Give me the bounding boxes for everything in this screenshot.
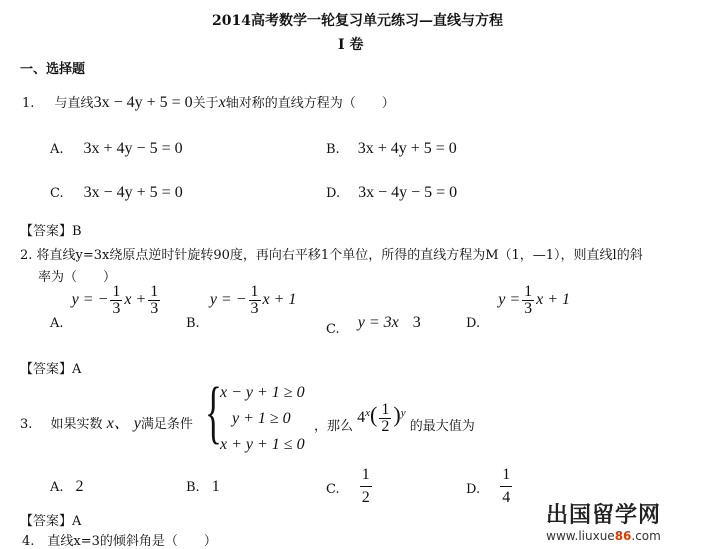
q3-condition-2: y + 1 ≥ 0: [232, 410, 291, 427]
q1-pre: 与直线: [54, 96, 94, 111]
option-label: A.: [50, 142, 64, 157]
q2-answer: 【答案】A: [20, 362, 82, 377]
volume-label: I 卷: [338, 37, 364, 53]
q3-exp2: y: [400, 406, 406, 419]
q3-then: ，那么: [314, 419, 354, 435]
site-watermark: [540, 496, 667, 545]
q3-stem: [20, 410, 193, 433]
option-label: D.: [466, 482, 481, 497]
q3-ask: 的最大值为: [409, 419, 475, 435]
frac-den: 3: [524, 300, 533, 317]
frac-den: 2: [361, 489, 370, 506]
option-label: C.: [326, 322, 340, 337]
option-label: A.: [50, 316, 64, 331]
option-expr: 3x − 4y − 5 = 0: [358, 184, 458, 201]
option-label: B.: [186, 316, 200, 331]
option-expr: 3x − 4y + 5 = 0: [83, 184, 183, 201]
q3-option-d[interactable]: [466, 464, 512, 509]
frac-num: 1: [250, 283, 259, 300]
q3-number: 3.: [20, 417, 33, 432]
q2-option-a[interactable]: [50, 283, 162, 331]
watermark-text: 出国留学网: [546, 503, 662, 528]
frac-den: 3: [250, 300, 259, 317]
option-expr: x + 1: [536, 291, 571, 309]
q3-option-b[interactable]: [186, 478, 220, 496]
q3-condition-1: x − y + 1 ≥ 0: [220, 384, 305, 401]
option-expr: 3x + 4y + 5 = 0: [357, 140, 457, 157]
q1-answer: 【答案】B: [20, 224, 82, 239]
frac-num: 1: [360, 464, 372, 487]
frac-den: 2: [381, 418, 390, 435]
option-expr: 3x + 4y − 5 = 0: [83, 140, 183, 157]
q1-option-b[interactable]: [326, 140, 457, 158]
q3-pre: 如果实数: [50, 417, 103, 432]
option-expr: x +: [124, 291, 147, 309]
frac-num: 1: [500, 464, 512, 487]
option-label: D.: [326, 186, 341, 201]
q1-number: 1.: [22, 96, 35, 111]
q3-expression: ，那么 4$^x$( $\frac{1}{2}$ )$^y$ 的最大值为: [314, 401, 475, 435]
q3-condition-3: x + y + 1 ≤ 0: [220, 436, 305, 453]
frac-den: 3: [150, 300, 159, 317]
option-expr: y = −: [209, 291, 247, 309]
frac-num: 1: [381, 401, 390, 418]
q1-post: 轴对称的直线方程为（ ）: [225, 96, 395, 111]
option-expr: y =: [498, 291, 521, 309]
q3-vars: x、 y: [106, 415, 141, 432]
option-tail: 3: [412, 314, 421, 331]
q2-option-c[interactable]: [326, 314, 421, 338]
q1-stem: [22, 92, 395, 112]
option-label: C.: [326, 482, 340, 497]
q1-option-a[interactable]: [50, 140, 183, 158]
q1-option-c[interactable]: [50, 184, 183, 202]
option-value: 1: [211, 478, 220, 495]
q3-option-a[interactable]: [50, 478, 84, 496]
option-label: C.: [50, 186, 64, 201]
brace-icon: {: [205, 374, 222, 451]
watermark-url: www.liuxue86.com: [546, 529, 661, 543]
frac-num: 1: [524, 283, 533, 300]
q2-option-b[interactable]: [186, 283, 297, 331]
q2-stem-line2: 率为（ ）: [38, 270, 117, 285]
q1-var: x: [218, 94, 226, 111]
q2-stem-line1: [20, 244, 643, 263]
frac-den: 3: [112, 300, 121, 317]
q2-text: 将直线y=3x绕原点逆时针旋转90度，再向右平移1个单位，所得的直线方程为M（1，—1），则直线l的斜: [36, 248, 643, 263]
page-title: 2014高考数学一轮复习单元练习—直线与方程: [212, 13, 503, 29]
option-expr: y = 3x: [357, 314, 399, 331]
q2-option-d[interactable]: [466, 283, 571, 331]
frac-num: 1: [150, 283, 159, 300]
q4-partial: 4. 直线x=3的倾斜角是（ ）: [22, 534, 217, 549]
option-expr: y = −: [71, 291, 109, 309]
q3-exp1: x: [365, 406, 371, 419]
q1-line: 3x − 4y + 5 = 0: [93, 94, 193, 111]
q1-mid: 关于: [192, 96, 219, 111]
option-label: B.: [326, 142, 340, 157]
option-label: A.: [50, 480, 64, 495]
q1-option-d[interactable]: [326, 184, 457, 202]
section-heading: 一、选择题: [20, 62, 86, 77]
q3-option-c[interactable]: [326, 464, 372, 509]
option-label: B.: [186, 480, 200, 495]
q3-answer: 【答案】A: [20, 514, 82, 529]
q3-post: 满足条件: [140, 417, 193, 432]
q2-number: 2.: [20, 248, 33, 263]
q3-base: 4: [357, 409, 366, 427]
option-label: D.: [466, 316, 481, 331]
option-expr: x + 1: [262, 291, 297, 309]
frac-den: 4: [502, 489, 511, 506]
frac-num: 1: [112, 283, 121, 300]
option-value: 2: [75, 478, 84, 495]
